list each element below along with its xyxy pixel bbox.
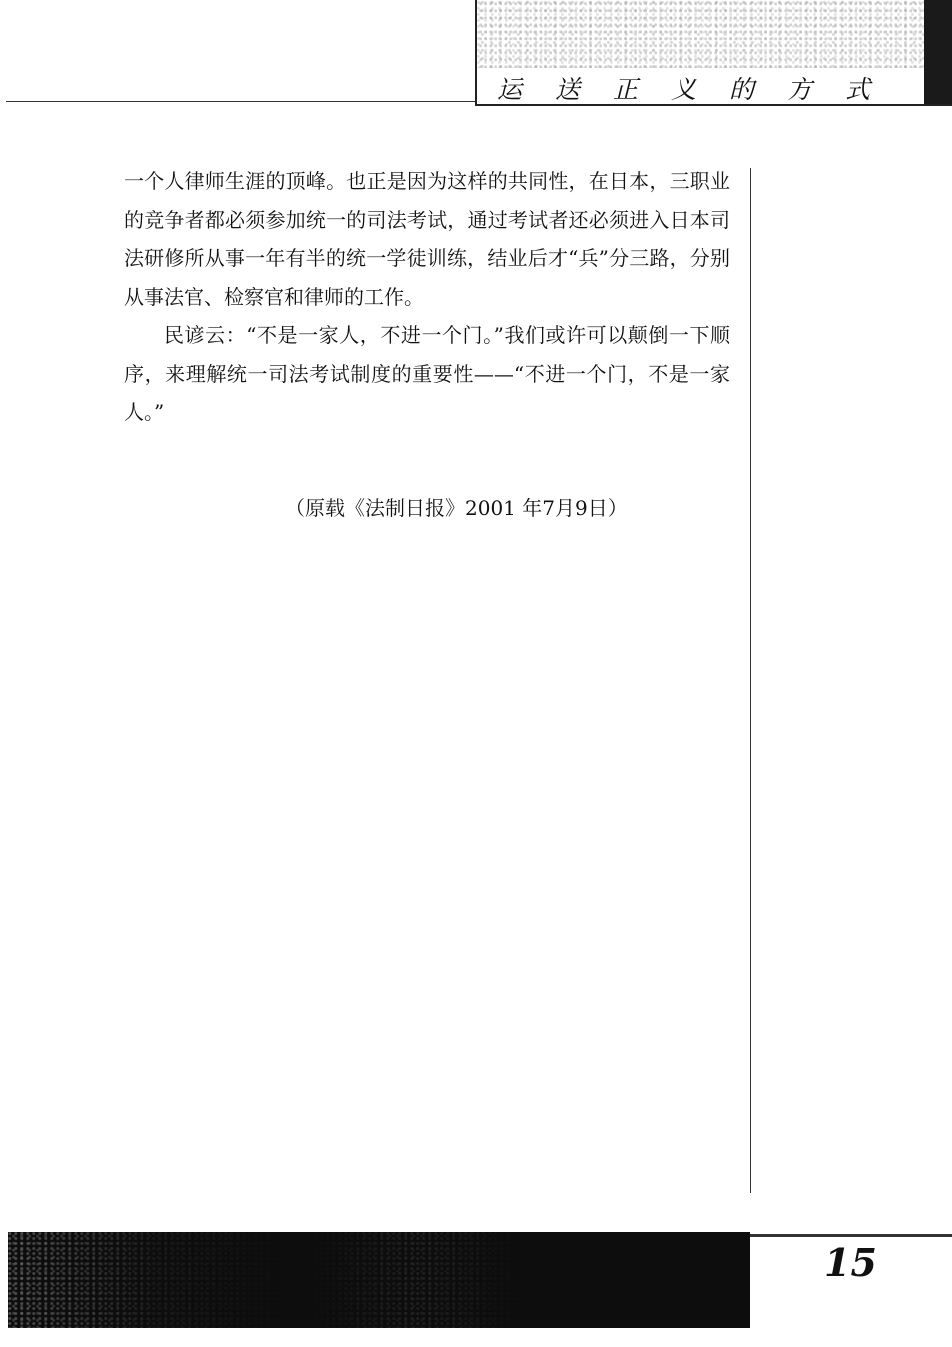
running-title: 运送正义的方式 [497,75,904,104]
margin-rule [750,168,751,1193]
paragraph-1: 一个人律师生涯的顶峰。也正是因为这样的共同性，在日本，三职业的竞争者都必须参加统一的司法考试，通过考试者还必须进入日本司法研修所从事一年有半的统一学徒训练，结业后才“兵”分三路，分别从事法官、检察官和律师的工作。 [124,169,730,309]
page-number: 15 [824,1240,877,1285]
running-header [475,0,952,106]
page-number-rule [750,1234,952,1237]
body-text [124,162,730,432]
footer-texture [8,1232,750,1328]
footer-band [8,1232,750,1328]
header-rule [6,101,475,102]
source-citation: （原载《法制日报》2001 年7月9日） [285,496,628,520]
paragraph-2: 民谚云：“不是一家人，不进一个门。”我们或许可以颠倒一下顺序，来理解统一司法考试制度的重要性——“不进一个门，不是一家人。” [124,323,730,424]
header-dark-edge [924,0,952,104]
header-texture [477,0,952,68]
